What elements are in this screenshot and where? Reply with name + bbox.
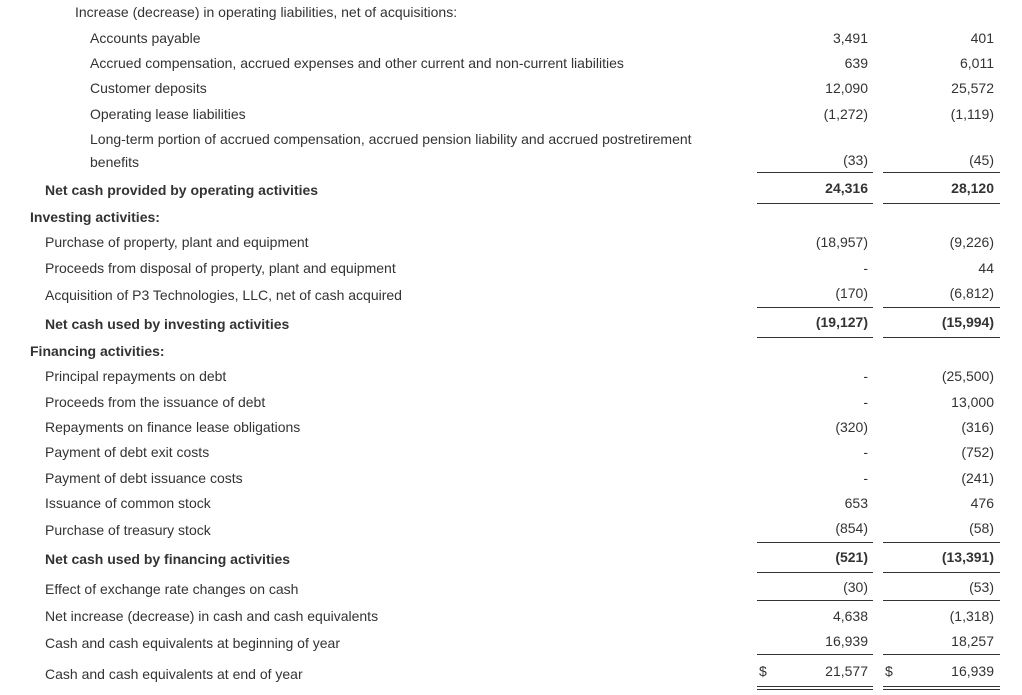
subtotal-rule	[883, 542, 1000, 543]
value-prior-year: 6,011	[960, 55, 994, 71]
value-current-year: -	[863, 470, 868, 486]
subtotal-rule	[883, 600, 1000, 601]
value-prior-year: (9,226)	[949, 234, 994, 250]
table-row	[0, 53, 1022, 71]
value-current-year: (320)	[835, 419, 868, 435]
row-label: Issuance of common stock	[45, 495, 211, 511]
value-current-year: -	[863, 394, 868, 410]
value-prior-year: 44	[978, 260, 994, 276]
row-label: Accrued compensation, accrued expenses and other current and non-current liabilities	[90, 55, 624, 71]
double-rule	[757, 686, 873, 687]
row-label: Repayments on finance lease obligations	[45, 419, 301, 435]
value-current-year: 639	[844, 55, 868, 71]
double-rule	[757, 689, 873, 690]
value-prior-year: 13,000	[951, 394, 994, 410]
value-current-year: 21,577	[825, 663, 868, 679]
value-current-year: (33)	[843, 152, 868, 168]
table-row	[0, 520, 1022, 538]
section-header	[0, 207, 1022, 225]
value-current-year: (170)	[835, 285, 868, 301]
table-row	[0, 232, 1022, 250]
row-label: Proceeds from the issuance of debt	[45, 394, 266, 410]
value-current-year: 653	[844, 495, 868, 511]
currency-symbol: $	[759, 663, 767, 679]
value-prior-year: (13,391)	[941, 549, 994, 565]
section-title: Financing activities:	[30, 343, 165, 359]
table-row	[0, 579, 1022, 597]
value-current-year: 24,316	[825, 180, 868, 196]
total-rule	[883, 337, 1000, 338]
row-label: Long-term portion of accrued compensation, accrued pension liability and accrued postretirement	[90, 131, 692, 147]
value-prior-year: (45)	[969, 152, 994, 168]
value-prior-year: (1,119)	[950, 106, 994, 122]
value-prior-year: 28,120	[951, 180, 994, 196]
table-row	[0, 417, 1022, 435]
table-row	[0, 152, 1022, 170]
row-label: Principal repayments on debt	[45, 368, 227, 384]
value-prior-year: (316)	[961, 419, 994, 435]
subtotal-rule	[883, 307, 1000, 308]
row-label: benefits	[90, 154, 140, 170]
section-header	[0, 341, 1022, 359]
value-current-year: (19,127)	[815, 314, 868, 330]
table-row	[0, 392, 1022, 410]
subtotal-rule	[883, 654, 1000, 655]
row-label: Purchase of treasury stock	[45, 522, 211, 538]
row-label: Effect of exchange rate changes on cash	[45, 581, 299, 597]
total-rule	[883, 572, 1000, 573]
total-rule	[757, 203, 873, 204]
total-rule	[757, 337, 873, 338]
table-row	[0, 258, 1022, 276]
value-prior-year: (15,994)	[941, 314, 994, 330]
table-row	[0, 366, 1022, 384]
subtotal-rule	[757, 542, 873, 543]
value-current-year: -	[863, 368, 868, 384]
value-current-year: (854)	[835, 520, 868, 536]
row-label: Cash and cash equivalents at end of year	[45, 666, 303, 682]
value-current-year: (1,272)	[823, 106, 868, 122]
row-label: Net cash used by financing activities	[45, 551, 291, 567]
value-prior-year: (25,500)	[941, 368, 994, 384]
value-current-year: (30)	[843, 579, 868, 595]
row-label: Payment of debt issuance costs	[45, 470, 243, 486]
subtotal-rule	[757, 307, 873, 308]
table-row	[0, 104, 1022, 122]
row-label: Accounts payable	[90, 30, 201, 46]
value-current-year: (521)	[835, 549, 868, 565]
value-prior-year: 18,257	[951, 633, 994, 649]
row-label: Cash and cash equivalents at beginning of year	[45, 635, 340, 651]
value-prior-year: (6,812)	[949, 285, 994, 301]
value-prior-year: (53)	[969, 579, 994, 595]
row-label: Payment of debt exit costs	[45, 444, 210, 460]
row-label: Net cash used by investing activities	[45, 316, 290, 332]
subtotal-rule	[757, 172, 873, 173]
row-label: Customer deposits	[90, 80, 207, 96]
table-row	[0, 606, 1022, 624]
table-row	[0, 2, 1022, 20]
section-title: Investing activities:	[30, 209, 160, 225]
table-row	[0, 468, 1022, 486]
value-prior-year: 25,572	[951, 80, 994, 96]
value-prior-year: (58)	[969, 520, 994, 536]
table-row-total	[0, 180, 1022, 198]
row-label: Increase (decrease) in operating liabilities, net of acquisitions:	[75, 4, 458, 20]
value-prior-year: 476	[970, 495, 994, 511]
table-row-total	[0, 314, 1022, 332]
row-label: Net cash provided by operating activities	[45, 182, 319, 198]
value-prior-year: 16,939	[951, 663, 994, 679]
table-row	[0, 285, 1022, 303]
table-row	[0, 442, 1022, 460]
table-row	[0, 28, 1022, 46]
row-label: Purchase of property, plant and equipment	[45, 234, 309, 250]
value-current-year: 12,090	[825, 80, 868, 96]
subtotal-rule	[757, 654, 873, 655]
table-row-final	[0, 663, 1022, 682]
subtotal-rule	[883, 172, 1000, 173]
value-prior-year: (241)	[961, 470, 994, 486]
value-prior-year: (752)	[961, 444, 994, 460]
table-row-total	[0, 549, 1022, 567]
subtotal-rule	[757, 600, 873, 601]
value-current-year: -	[863, 260, 868, 276]
value-current-year: -	[863, 444, 868, 460]
currency-symbol: $	[885, 663, 893, 679]
double-rule	[883, 689, 1000, 690]
table-row	[0, 129, 1022, 147]
value-current-year: 16,939	[825, 633, 868, 649]
total-rule	[883, 203, 1000, 204]
value-prior-year: 401	[970, 30, 994, 46]
row-label: Net increase (decrease) in cash and cash equivalents	[45, 608, 379, 624]
value-current-year: (18,957)	[815, 234, 868, 250]
value-current-year: 4,638	[832, 608, 868, 624]
total-rule	[757, 572, 873, 573]
row-label: Proceeds from disposal of property, plant and equipment	[45, 260, 396, 276]
double-rule	[883, 686, 1000, 687]
row-label: Acquisition of P3 Technologies, LLC, net of cash acquired	[45, 287, 402, 303]
value-prior-year: (1,318)	[949, 608, 994, 624]
row-label: Operating lease liabilities	[90, 106, 246, 122]
value-current-year: 3,491	[832, 30, 868, 46]
table-row	[0, 633, 1022, 651]
table-row	[0, 78, 1022, 96]
table-row	[0, 493, 1022, 511]
